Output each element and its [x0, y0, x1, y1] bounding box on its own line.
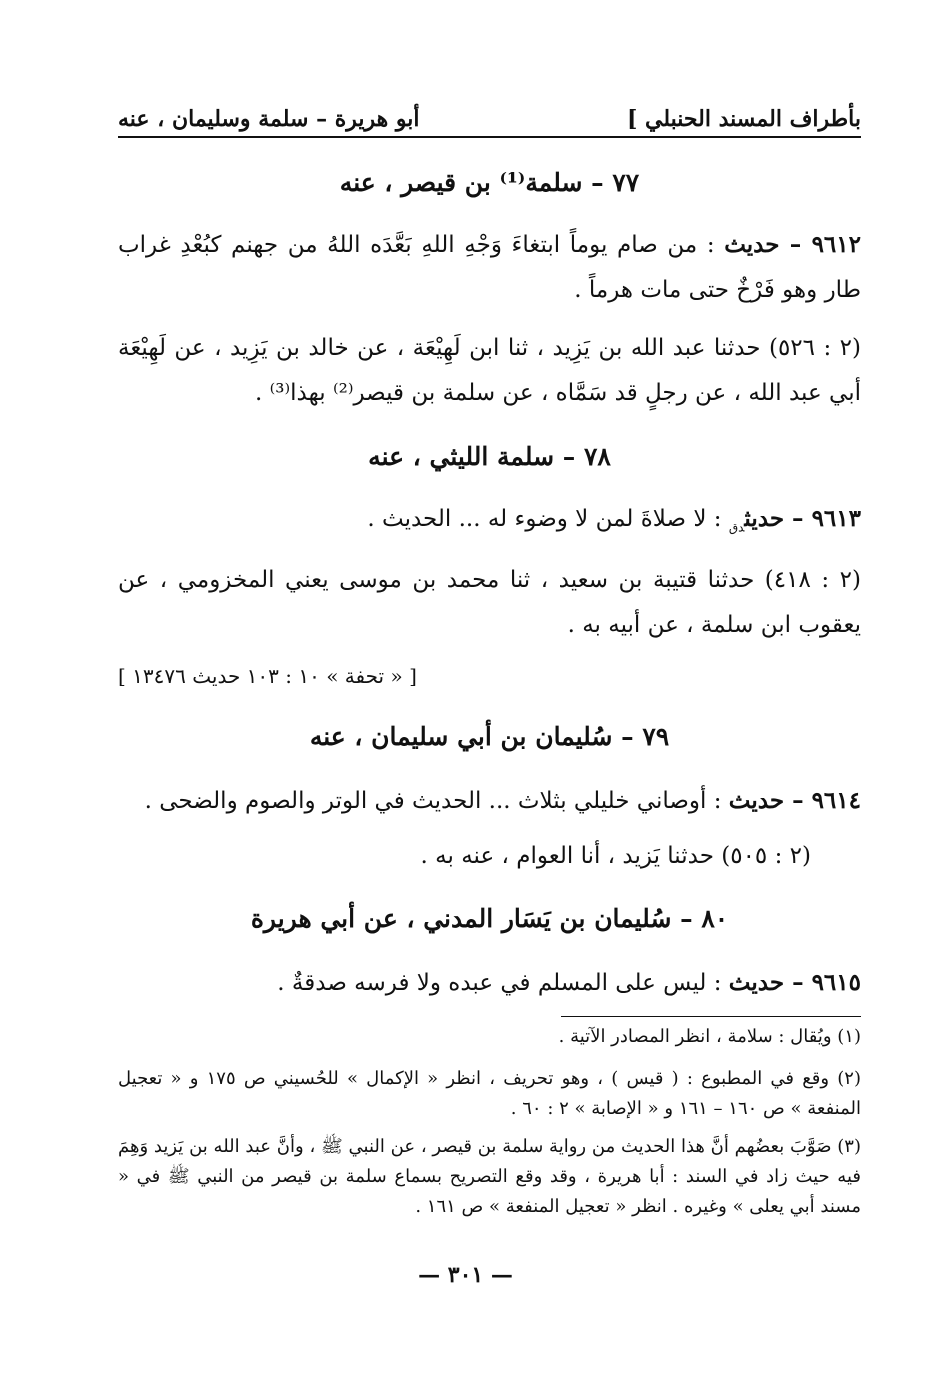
footnote-divider: [561, 1016, 861, 1017]
hadith-text: : من صام يوماً ابتغاءَ وَجْهِ اللهِ بَعَّدَه اللهُ من جهنم كبُعْدِ غراب طار وهو فَرْخٌ حتى مات هرماً .: [118, 232, 861, 303]
header-section-title: أبو هريرة – سلمة وسليمان ، عنه: [118, 106, 420, 132]
section-heading-78: ٧٨ – سلمة الليثي ، عنه: [368, 442, 611, 471]
footnote-2: (٢) وقع في المطبوع : ( قيس ) ، وهو تحريف ، انظر « الإكمال » للحُسيني ص ١٧٥ و « تعجيل المنفعة » ص ١٦٠ – ١٦١ و « الإصابة » ٢ : ٦٠ .: [118, 1068, 861, 1119]
hadith-9612: [118, 222, 861, 313]
isnad-9614: (٢ : ٥٠٥) حدثنا يَزيد ، أنا العوام ، عنه به .: [420, 843, 811, 869]
header-book-title: بأطراف المسند الحنبلي ]: [626, 106, 861, 132]
hadith-9613: [118, 496, 861, 551]
hadith-number: ٩٦١٤ – حديث: [728, 787, 861, 814]
section-heading-79: ٧٩ – سُليمان بن أبي سليمان ، عنه: [309, 722, 670, 751]
hadith-text: : ليس على المسلم في عبده ولا فرسه صدقةٌ .: [277, 970, 729, 996]
hadith-text: : لا صلاةَ لمن لا وضوء له ... الحديث .: [367, 506, 729, 532]
section-heading-80: ٨٠ – سُليمان بن يَسَار المدني ، عن أبي هريرة: [250, 904, 729, 933]
footnote-1: (١) ويُقال : سلامة ، انظر المصادر الآتية .: [558, 1026, 861, 1047]
running-header: [118, 92, 861, 138]
isnad-9613: (٢ : ٤١٨) حدثنا قتيبة بن سعيد ، ثنا محمد بن موسى يعني المخزومي ، عن يعقوب ابن سلمة ، عن أبيه به .: [118, 567, 861, 638]
section-heading-77: ٧٧ – سلمة⁽¹⁾ بن قيصر ، عنه: [339, 168, 640, 197]
tuhfa-reference: [ « تحفة » ١٠ : ١٠٣ حديث ١٣٤٧٦ ]: [118, 664, 417, 688]
hadith-number: ٩٦١٥ – حديث: [728, 969, 861, 996]
hadith-9615: [118, 960, 861, 1006]
isnad-9612: (٢ : ٥٢٦) حدثنا عبد الله بن يَزِيد ، ثنا ابن لَهِيْعَة ، عن خالد بن يَزِيد ، عن لَهِيْعَة أبي عبد الله ، عن رجلٍ قد سَمَّاه ، عن سلمة بن قيصر⁽²⁾ بهذا⁽³⁾ .: [118, 335, 861, 406]
footnote-3: (٣) صَوَّبَ بعضُهم أنَّ هذا الحديث من رواية سلمة بن قيصر ، عن النبي ﷺ ، وأنَّ عبد الله بن يَزيد وَهِمَ فيه حيث زاد في السند : أبا هريرة ، وقد وقع التصريح بسماع سلمة بن قيصر من النبي ﷺ في « مسند أبي يعلى » وغيره . انظر « تعجيل المنفعة » ص ١٦١ .: [118, 1136, 861, 1217]
hadith-9614: [118, 778, 861, 824]
hadith-number: ٩٦١٣ – حديث: [744, 505, 861, 532]
hadith-text: : أوصاني خليلي بثلاث ... الحديث في الوتر والصوم والضحى .: [144, 788, 729, 814]
source-symbol: دق: [728, 520, 745, 535]
hadith-number: ٩٦١٢ – حديث: [724, 231, 861, 258]
page-number: — ٣٠١ —: [418, 1262, 513, 1288]
